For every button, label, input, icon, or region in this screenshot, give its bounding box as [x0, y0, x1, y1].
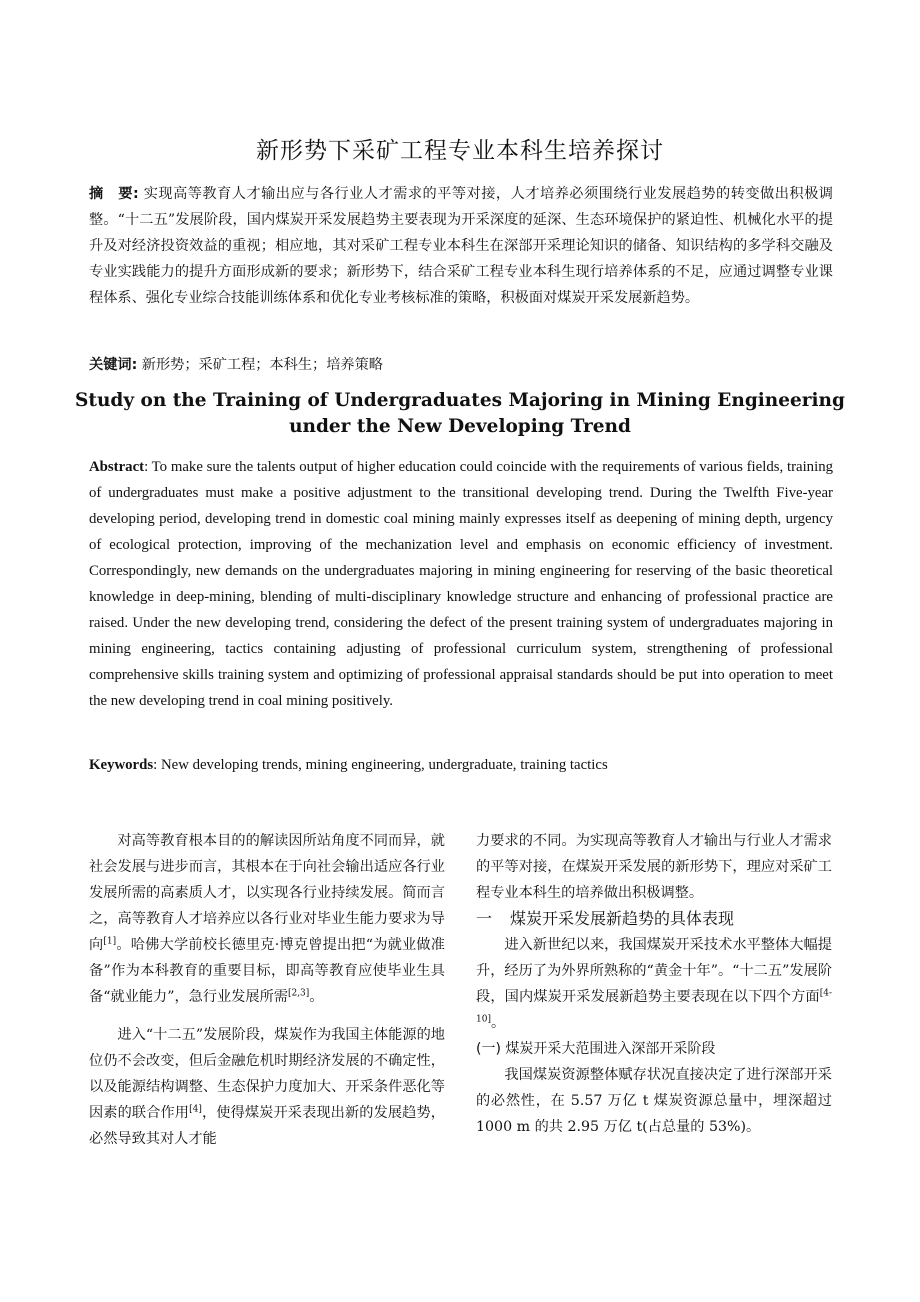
paper-title-english: Study on the Training of Undergraduates Majoring in Mining Engineering under the New Developing Trend: [75, 390, 845, 437]
abstract-chinese-label: 摘 要: [89, 186, 134, 202]
paper-title-chinese: 新形势下采矿工程专业本科生培养探讨: [256, 138, 664, 164]
body-left-column: [89, 828, 445, 1152]
subsection-heading: (一) 煤炭开采大范围进入深部开采阶段: [476, 1041, 716, 1057]
keywords-english-label: Keywords: [89, 757, 154, 773]
body-paragraph: 力要求的不同。为实现高等教育人才输出与行业人才需求的平等对接，在煤炭开采发展的新形势下，理应对采矿工程专业本科生的培养做出积极调整。: [476, 833, 832, 901]
section-number: 一: [476, 909, 493, 928]
keywords-english-text: New developing trends, mining engineering, undergraduate, training tactics: [160, 757, 608, 773]
abstract-chinese: 摘 要: 实现高等教育人才输出应与各行业人才需求的平等对接，人才培养必须围绕行业发展趋势的转变做出积极调整。“十二五”发展阶段，国内煤炭开采发展趋势主要表现为开采深度的延深、生态环境保护的紧迫性、机械化水平的提升及对经济投资效益的重视；相应地，其对采矿工程专业本科生在深部开采理论知识的储备、知识结构的多学科交融及专业实践能力的提升方面形成新的要求；新形势下，结合采矿工程专业本科生现行培养体系的不足，应通过调整专业课程体系、强化专业综合技能训练体系和优化专业考核标准的策略，积极面对煤炭开采发展新趋势。: [89, 186, 833, 306]
section-heading: [476, 906, 832, 932]
abstract-chinese-text: 实现高等教育人才输出应与各行业人才需求的平等对接，人才培养必须围绕行业发展趋势的转变做出积极调整。“十二五”发展阶段，国内煤炭开采发展趋势主要表现为开采深度的延深、生态环境保护的紧迫性、机械化水平的提升及对经济投资效益的重视；相应地，其对采矿工程专业本科生在深部开采理论知识的储备、知识结构的多学科交融及专业实践能力的提升方面形成新的要求；新形势下，结合采矿工程专业本科生现行培养体系的不足，应通过调整专业课程体系、强化专业综合技能训练体系和优化专业考核标准的策略，积极面对煤炭开采发展新趋势。: [89, 186, 833, 306]
body-paragraph: 进入“十二五”发展阶段，煤炭作为我国主体能源的地位仍不会改变，但后金融危机时期经济发展的不确定性，以及能源结构调整、生态保护力度加大、开采条件恶化等因素的联合作用[4]，使得煤炭开采表现出新的发展趋势，必然导致其对人才能: [89, 1027, 445, 1147]
keywords-chinese-label: 关键词: [89, 357, 132, 373]
body-right-column: [476, 828, 832, 1140]
citation: [1]: [103, 936, 117, 947]
citation: [4]: [189, 1104, 202, 1115]
keywords-chinese: 关键词: 新形势；采矿工程；本科生；培养策略: [89, 357, 383, 373]
citation: [2,3]: [287, 988, 310, 999]
section-title: 煤炭开采发展新趋势的具体表现: [510, 909, 735, 928]
abstract-english-label: Abstract: [89, 459, 145, 475]
body-paragraph: 进入新世纪以来，我国煤炭开采技术水平整体大幅提升，经历了为外界所熟称的“黄金十年”。“十二五”发展阶段，国内煤炭开采发展新趋势主要表现在以下四个方面[4-10]。: [476, 937, 832, 1031]
keywords-english: Keywords: New developing trends, mining engineering, undergraduate, training tactics: [89, 757, 608, 773]
abstract-english-text: To make sure the talents output of higher education could coincide with the requirements of various fields, training of undergraduates must make a positive adjustment to the transitional developing trend. During the Twelfth Five-year developing period, developing trend in domestic coal mining mainly expresses itself as deepening of mining depth, urgency of ecological protection, improving of the mechanization level and emphasis on economic efficiency of investment. Correspondingly, new demands on the undergraduates majoring in mining engineering for reserving of the basic theoretical knowledge in deep-mining, blending of multi-disciplinary knowledge structure and enhancing of professional practice are raised. Under the new developing trend, considering the defect of the present training system of undergraduates majoring in mining engineering, tactics containing adjusting of professional curriculum system, strengthening of professional comprehensive skills training system and optimizing of professional appraisal standards should be put into operation to meet the new developing trend in coal mining positively.: [89, 459, 833, 709]
abstract-english: Abstract: To make sure the talents output of higher education could coincide with the requirements of various fields, training of undergraduates must make a positive adjustment to the transitional developing trend. During the Twelfth Five-year developing period, developing trend in domestic coal mining mainly expresses itself as deepening of mining depth, urgency of ecological protection, improving of the mechanization level and emphasis on economic efficiency of investment. Correspondingly, new demands on the undergraduates majoring in mining engineering for reserving of the basic theoretical knowledge in deep-mining, blending of multi-disciplinary knowledge structure and enhancing of professional practice are raised. Under the new developing trend, considering the defect of the present training system of undergraduates majoring in mining engineering, tactics containing adjusting of professional curriculum system, strengthening of professional comprehensive skills training system and optimizing of professional appraisal standards should be put into operation to meet the new developing trend in coal mining positively.: [89, 459, 833, 709]
body-paragraph: 对高等教育根本目的的解读因所站角度不同而异，就社会发展与进步而言，其根本在于向社会输出适应各行业发展所需的高素质人才，以实现各行业持续发展。简而言之，高等教育人才培养应以各行业对毕业生能力要求为导向[1]。哈佛大学前校长德里克·博克曾提出把“为就业做准备”作为本科教育的重要目标，即高等教育应使毕业生具备“就业能力”，急行业发展所需[2,3]。: [89, 833, 445, 1005]
citation: [4-10]: [476, 988, 832, 1025]
body-paragraph: 我国煤炭资源整体赋存状况直接决定了进行深部开采的必然性，在 5.57 万亿 t 煤炭资源总量中，埋深超过 1000 m 的共 2.95 万亿 t(占总量的 53%)。: [476, 1067, 832, 1135]
keywords-chinese-text: 新形势；采矿工程；本科生；培养策略: [141, 357, 383, 373]
